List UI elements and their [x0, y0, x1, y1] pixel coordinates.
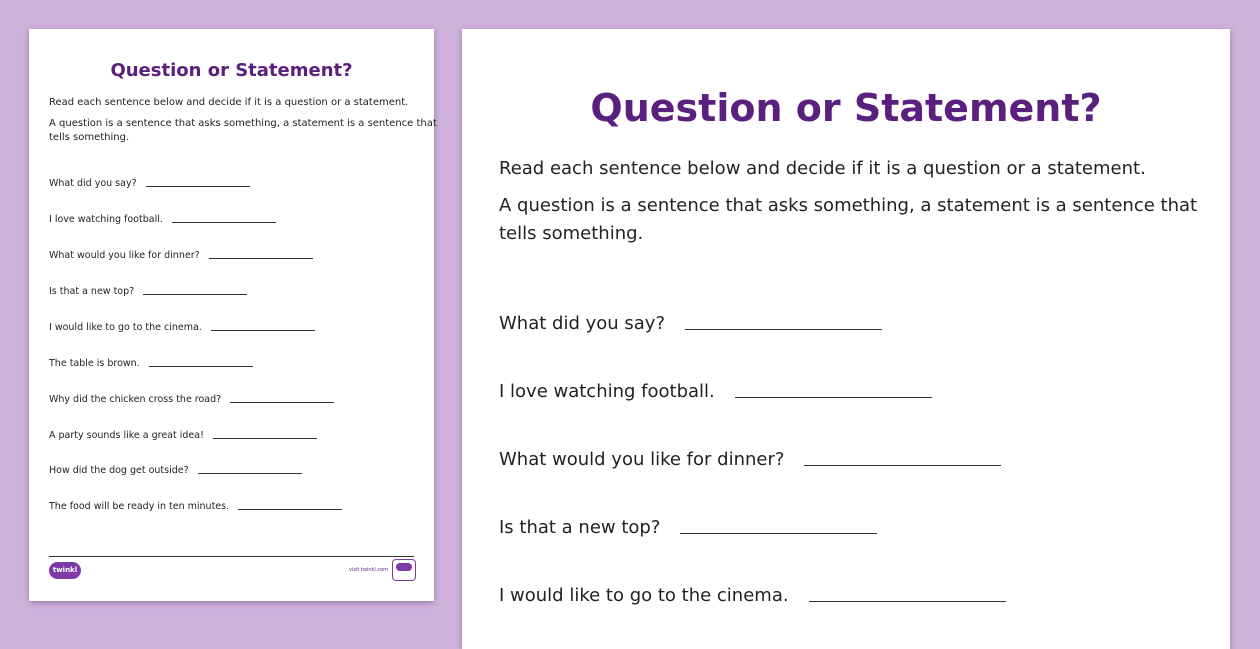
- definition-text: A question is a sentence that asks something, a statement is a sentence that: [499, 195, 1198, 216]
- worksheet-title: Question or Statement?: [110, 60, 353, 81]
- answer-line: [680, 533, 877, 534]
- sentence-row: [499, 512, 877, 538]
- answer-line: [149, 366, 253, 367]
- answer-line: [809, 601, 1006, 602]
- footer-divider: [49, 556, 414, 557]
- sentence-text: I love watching football.: [49, 214, 163, 225]
- sentence-text: Why did the chicken cross the road?: [49, 394, 222, 405]
- worksheet-preview-small: [29, 29, 437, 601]
- sentence-row: [49, 498, 342, 512]
- sentence-text: I love watching football.: [499, 381, 715, 402]
- sentence-row: [49, 391, 334, 405]
- definition-text-cont: tells something.: [49, 132, 130, 143]
- answer-line: [198, 473, 302, 474]
- definition-text-cont: tells something.: [499, 223, 644, 244]
- sentence-text: What did you say?: [499, 313, 665, 334]
- sentence-text: I would like to go to the cinema.: [499, 585, 789, 606]
- footer-url: visit twinkl.com: [349, 567, 389, 573]
- answer-line: [211, 330, 315, 331]
- sentence-text: What would you like for dinner?: [499, 449, 785, 470]
- brand-badge-icon: [392, 559, 416, 581]
- answer-line: [146, 186, 250, 187]
- sentence-row: [499, 580, 1006, 606]
- answer-line: [172, 222, 276, 223]
- instruction-text: Read each sentence below and decide if it is a question or a statement.: [49, 97, 409, 108]
- sentence-text: Is that a new top?: [499, 517, 661, 538]
- sentence-row: [49, 319, 315, 333]
- sentence-row: [49, 283, 247, 297]
- sentence-text: A party sounds like a great idea!: [49, 430, 204, 441]
- sentence-text: The table is brown.: [49, 358, 140, 369]
- worksheet-preview-large: [462, 29, 1230, 649]
- sentence-row: [49, 247, 313, 261]
- answer-line: [685, 329, 882, 330]
- instruction-text: Read each sentence below and decide if it is a question or a statement.: [499, 158, 1146, 179]
- sentence-text: What would you like for dinner?: [49, 250, 200, 261]
- sentence-row: [49, 175, 250, 189]
- sentence-row: [499, 376, 932, 402]
- answer-line: [804, 465, 1001, 466]
- sentence-text: What did you say?: [49, 178, 137, 189]
- sentence-text: I would like to go to the cinema.: [49, 322, 202, 333]
- worksheet-title: Question or Statement?: [590, 86, 1102, 130]
- sentence-row: [49, 355, 253, 369]
- answer-line: [735, 397, 932, 398]
- answer-line: [213, 438, 317, 439]
- sentence-row: [499, 308, 882, 334]
- sentence-text: The food will be ready in ten minutes.: [49, 501, 230, 512]
- sentence-row: [49, 427, 317, 441]
- sentence-text: Is that a new top?: [49, 286, 135, 297]
- answer-line: [143, 294, 247, 295]
- definition-text: A question is a sentence that asks something, a statement is a sentence that: [49, 118, 437, 129]
- answer-line: [209, 258, 313, 259]
- brand-logo: twinkl: [49, 562, 81, 579]
- answer-line: [230, 402, 334, 403]
- sentence-row: [49, 211, 276, 225]
- sentence-row: [49, 462, 302, 476]
- sentence-row: [499, 444, 1001, 470]
- answer-line: [238, 509, 342, 510]
- sentence-text: How did the dog get outside?: [49, 465, 189, 476]
